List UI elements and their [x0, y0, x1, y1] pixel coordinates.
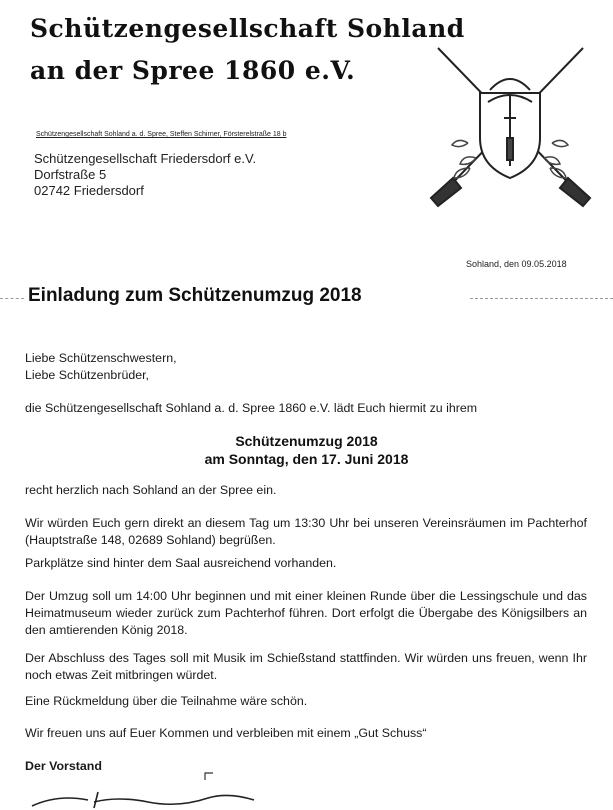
- intro-text: die Schützengesellschaft Sohland a. d. Spree 1860 e.V. lädt Euch hiermit zu ihrem: [25, 401, 478, 415]
- salutation-line-2: Liebe Schützenbrüder,: [25, 368, 149, 382]
- crest-icon: [418, 38, 603, 208]
- parking-paragraph: Parkplätze sind hinter dem Saal ausreichend vorhanden.: [25, 556, 337, 570]
- fold-mark-left: [0, 298, 24, 299]
- tick-mark-icon: [203, 770, 215, 782]
- invite-paragraph: recht herzlich nach Sohland an der Spree ein.: [25, 483, 277, 497]
- letter-title: Einladung zum Schützenumzug 2018: [25, 285, 365, 307]
- signature-icon: [28, 786, 258, 810]
- recipient-city: 02742 Friedersdorf: [34, 183, 144, 198]
- event-date: am Sonntag, den 17. Juni 2018: [204, 451, 409, 467]
- closing-event-paragraph: Der Abschluss des Tages soll mit Musik im Schießstand stattfinden. Wir würden uns freuen, wenn Ihr noch etwas Zeit mitbringen würdet.: [25, 651, 587, 682]
- feedback-paragraph: Eine Rückmeldung über die Teilnahme wäre schön.: [25, 694, 308, 708]
- letterhead-line-2: an der Spree 1860 e.V.: [30, 56, 356, 85]
- meeting-paragraph: Wir würden Euch gern direkt an diesem Tag um 13:30 Uhr bei unseren Vereinsräumen im Pachterhof (Hauptstraße 148, 02689 Sohland) begrüßen.: [25, 516, 587, 547]
- farewell-paragraph: Wir freuen uns auf Euer Kommen und verbleiben mit einem „Gut Schuss“: [25, 726, 427, 740]
- sender-line: Schützengesellschaft Sohland a. d. Spree, Steffen Schirner, Försterelstraße 18 b: [36, 131, 287, 138]
- recipient-name: Schützengesellschaft Friedersdorf e.V.: [34, 151, 257, 166]
- signoff: Der Vorstand: [25, 759, 102, 773]
- salutation-line-1: Liebe Schützenschwestern,: [25, 351, 177, 365]
- parade-paragraph: Der Umzug soll um 14:00 Uhr beginnen und mit einer kleinen Runde über die Lessingschule und das Heimatmuseum wieder zurück zum Pachterhof führen. Dort erfolgt die Übergabe des Königsilbers an den amtierenden König 2018.: [25, 589, 587, 637]
- fold-mark-right: [470, 298, 613, 299]
- event-name: Schützenumzug 2018: [235, 433, 378, 449]
- letterhead-line-1: Schützengesellschaft Sohland: [30, 14, 465, 43]
- letter-date: Sohland, den 09.05.2018: [466, 259, 567, 269]
- recipient-street: Dorfstraße 5: [34, 167, 107, 182]
